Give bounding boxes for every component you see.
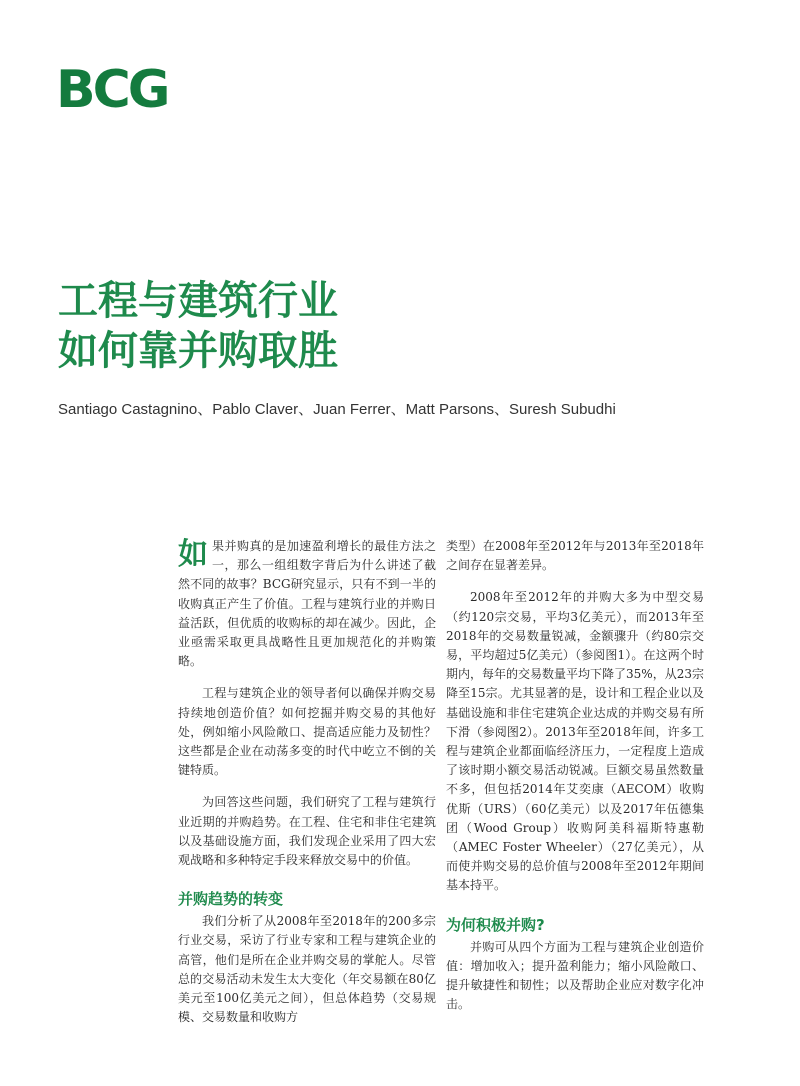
title-line-1: 工程与建筑行业 [58,278,338,324]
paragraph-4: 我们分析了从2008年至2018年的200多宗行业交易，采访了行业专家和工程与建筑企业的高管，他们是所在企业并购交易的掌舵人。尽管总的交易活动未发生太大变化（年交易额在80亿美元至100亿美元之间），但总体趋势（交易规模、交易数量和收购方 [178,914,436,1025]
page-title [58,276,618,376]
authors-line: Santiago Castagnino、Pablo Claver、Juan Ferrer、Matt Parsons、Suresh Subudhi [58,401,616,418]
intro-text: 果并购真的是加速盈利增长的最佳方法之一，那么一组组数字背后为什么讲述了截然不同的故事？BCG研究显示，只有不到一半的收购真正产生了价值。工程与建筑行业的并购日益活跃，但优质的收购标的却在减少。因此，企业亟需采取更具战略性且更加规范化的并购策略。 [178,539,436,669]
paragraph-3: 为回答这些问题，我们研究了工程与建筑行业近期的并购趋势。在工程、住宅和非住宅建筑以及基础设施方面，我们发现企业采用了四大宏观战略和多种特定手段来释放交易中的价值。 [178,795,436,868]
paragraph-6: 并购可从四个方面为工程与建筑企业创造价值：增加收入；提升盈利能力；缩小风险敞口、提升敏捷性和韧性；以及帮助企业应对数字化冲击。 [446,939,704,1012]
section-heading-trends: 并购趋势的转变 [178,890,284,909]
title-line-2: 如何靠并购取胜 [58,328,338,374]
paragraph-2: 工程与建筑企业的领导者何以确保并购交易持续地创造价值？如何挖掘并购交易的其他好处，例如缩小风险敞口、提高适应能力及韧性？这些都是企业在动荡多变的时代中屹立不倒的关键特质。 [178,686,436,778]
bcg-logo: BCG [56,60,168,120]
intro-paragraph [178,537,436,671]
section-heading-why-ma: 为何积极并购? [446,915,545,934]
left-column [178,537,436,1040]
paragraph-4-continued: 类型）在2008年至2012年与2013年至2018年之间存在显著差异。 [446,539,704,573]
right-column [446,537,704,1027]
drop-cap: 如 [178,537,208,572]
paragraph-5: 2008年至2012年的并购大多为中型交易（约120宗交易，平均3亿美元），而2013年至2018年的交易数量锐减，金额骤升（约80宗交易，平均超过5亿美元）（参阅图1）。在这两个时期内，每年的交易数量平均下降了35%，从23宗降至15宗。尤其显著的是，设计和工程企业以及基础设施和非住宅建筑企业达成的并购交易有所下滑（参阅图2）。2013年至2018年间，许多工程与建筑企业都面临经济压力，一定程度上造成了该时期小额交易活动锐减。巨额交易虽然数量不多，但包括2014年艾奕康（AECOM）收购优斯（URS）（60亿美元）以及2017年伍德集团（Wood Group）收购阿美科福斯特惠勒（AMEC Foster Wheeler）（27亿美元），从而使并购交易的总价值与2008年至2012年期间基本持平。 [446,590,704,893]
